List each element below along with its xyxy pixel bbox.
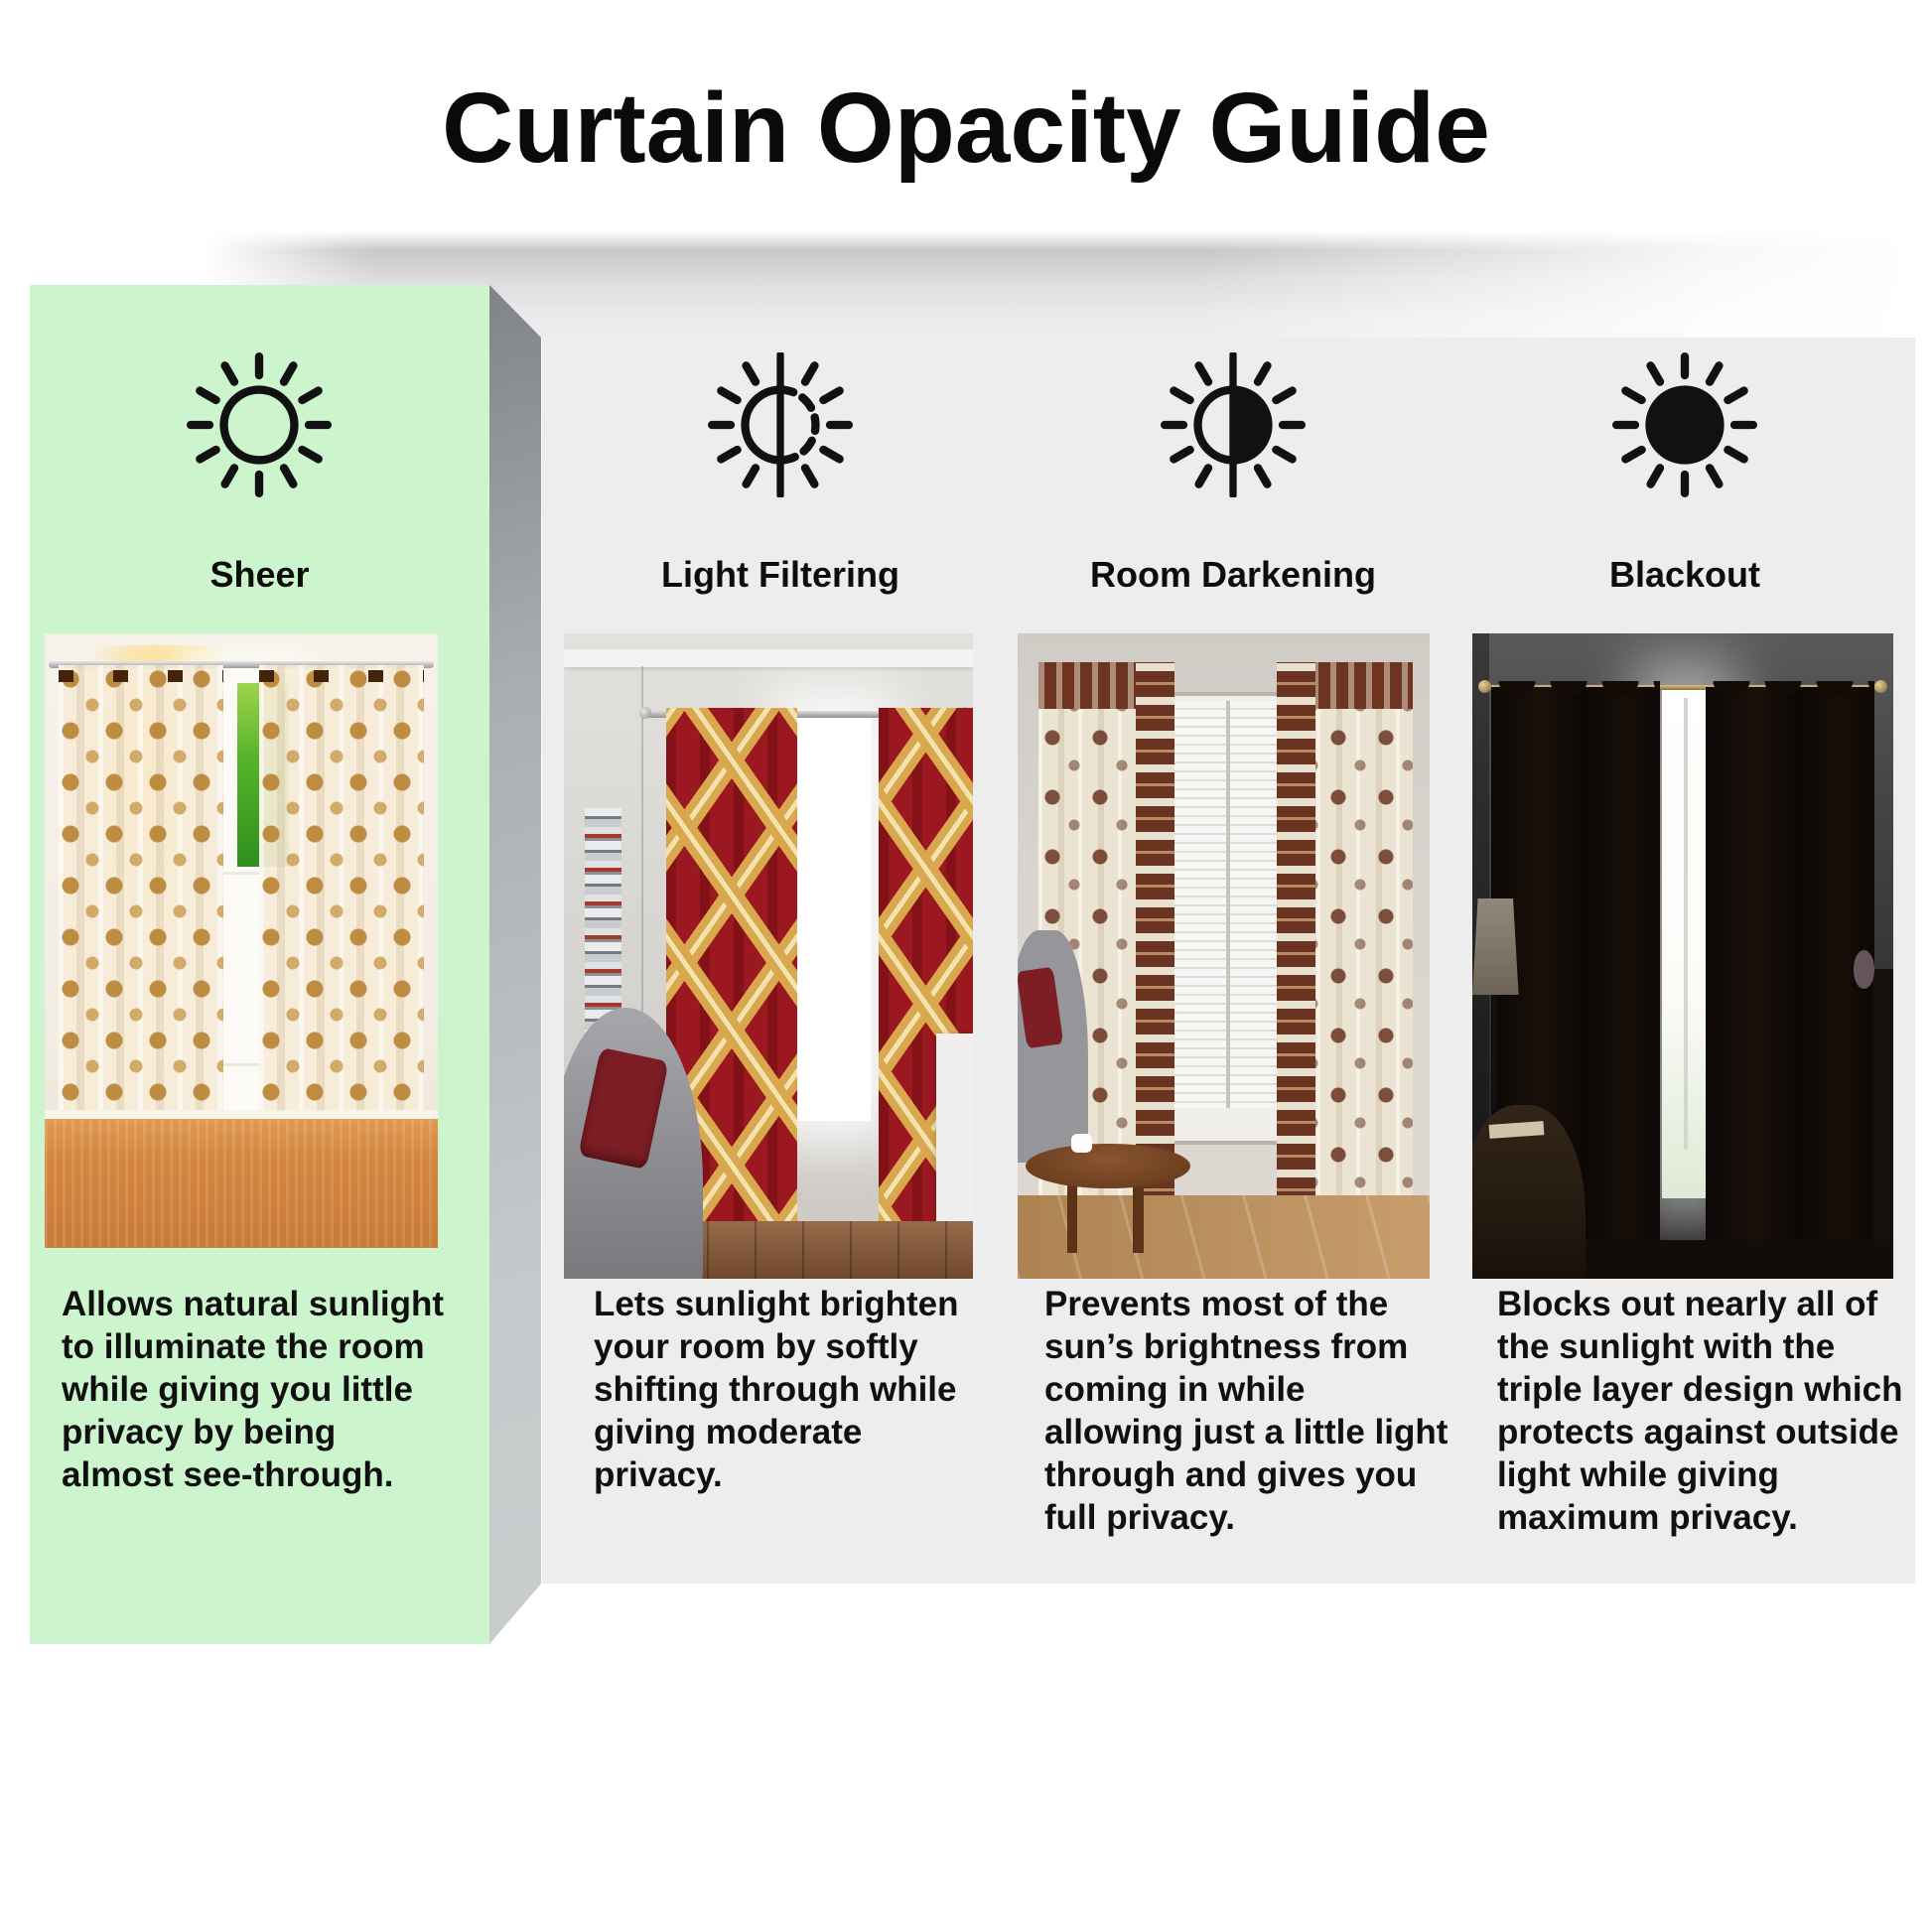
table-leg [1067,1175,1077,1253]
white-cabinet [936,1034,973,1227]
page-title: Curtain Opacity Guide [442,72,1490,184]
room-darkening-curtain-photo [1018,633,1430,1279]
sun-filled-icon [1612,352,1757,497]
blackout-curtain-right [1706,687,1874,1242]
lamp-pole [1492,995,1497,1111]
light-filtering-description: Lets sunlight brighten your room by softly shifting through while giving moderate privacy. [594,1285,959,1494]
floor [45,1119,438,1248]
sun-outline-icon [187,352,332,497]
grommets [259,670,424,682]
curtain-inner-border [1277,662,1314,1237]
grommet-scallops [1706,681,1874,703]
sheer-curtain-left [59,665,223,1120]
sheer-curtain-right [259,665,424,1120]
coffee-table [1026,1144,1190,1189]
wall-corner [641,666,643,1066]
rod-finial [1874,680,1887,693]
coffee-cup [1071,1134,1092,1154]
blackout-curtain-photo [1472,633,1893,1279]
crown-molding [564,649,973,667]
grommets [59,670,223,682]
bright-window [793,714,871,1121]
column-label-blackout: Blackout [1608,554,1761,595]
window-mullion [1226,701,1230,1108]
side-shelf [1872,969,1893,1279]
column-label-light-filtering: Light Filtering [661,554,899,595]
window-mullion [1684,698,1688,1150]
flower-vase [1854,950,1874,989]
grommet-scallops [1491,681,1660,703]
ornate-curtain-right [1277,662,1413,1237]
column-label-room-darkening: Room Darkening [1089,554,1377,595]
blackout-description: Blocks out nearly all of the sunlight with the triple layer design which protects against outside light while giving maximum privacy. [1497,1285,1903,1537]
light-filtering-curtain-photo [564,633,973,1279]
column-label-sheer: Sheer [209,554,310,595]
sheer-curtain-photo [45,633,438,1248]
sheer-panel-side-face [489,285,541,1644]
room-darkening-description: Prevents most of the sun’s brightness from coming in while allowing just a little light through and gives you full privacy. [1044,1285,1449,1537]
sun-half-filled-icon [1161,352,1306,497]
lamp-shade [1472,898,1519,996]
sun-half-dashed-icon [708,352,853,497]
wood-floor [1018,1195,1430,1280]
sheer-description: Allows natural sunlight to illuminate the room while giving you little privacy by being almost see-through. [62,1285,445,1494]
